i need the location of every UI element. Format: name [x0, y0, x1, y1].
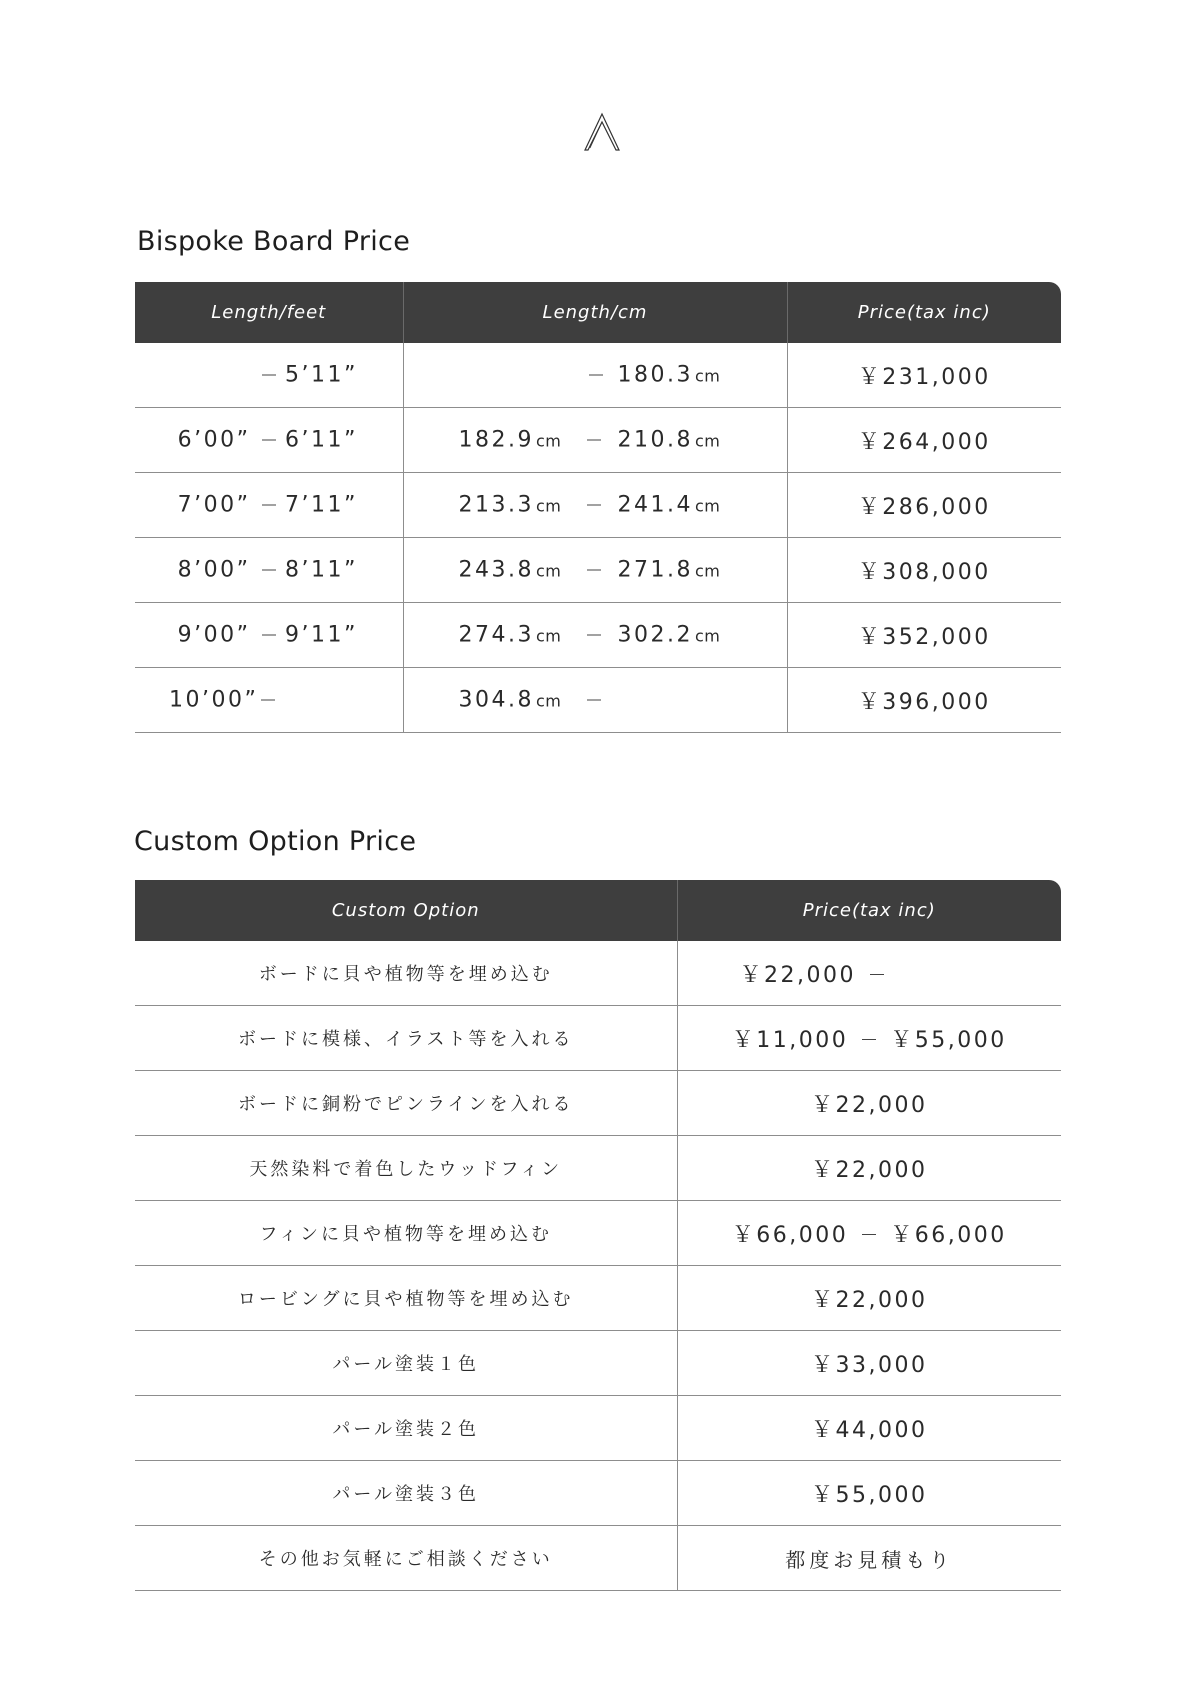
- dash-wrap: [589, 363, 603, 388]
- cm-from: [459, 428, 562, 453]
- range-dash: [587, 634, 601, 635]
- table-row: [135, 1461, 1061, 1526]
- range-dash: [862, 1234, 876, 1235]
- price-cell: ￥231,000: [787, 343, 1061, 408]
- feet-to: 9’11”: [285, 622, 358, 648]
- option-price-cell: [677, 1331, 1061, 1396]
- option-name-cell: パール塗装２色: [135, 1396, 677, 1461]
- feet-from: 10’00”: [169, 687, 259, 713]
- cell-wrap: [404, 538, 787, 602]
- cell-wrap: [135, 343, 403, 407]
- range-dash: [262, 504, 276, 505]
- cm-to-value: 271.8: [617, 557, 693, 583]
- feet-to: 7’11”: [285, 492, 358, 518]
- cell-wrap: [135, 538, 403, 602]
- dash-wrap: [587, 558, 601, 583]
- cm-from: [459, 623, 562, 648]
- length-feet-cell: [135, 538, 403, 603]
- range-dash: [870, 974, 884, 975]
- logo: [583, 112, 621, 152]
- range-dash: [587, 504, 601, 505]
- option-price-cell: [677, 1396, 1061, 1461]
- table-row: [135, 941, 1061, 1006]
- cm-from: [459, 558, 562, 583]
- option-price-cell: [677, 1461, 1061, 1526]
- dash-wrap: [587, 688, 601, 713]
- dash-wrap: [262, 623, 276, 648]
- cm-from-unit: cm: [535, 561, 562, 581]
- option-name-cell: ボードに銅粉でピンラインを入れる: [135, 1071, 677, 1136]
- option-price-cell: [677, 941, 1061, 1006]
- table-row: [135, 408, 1061, 473]
- feet-from: 7’00”: [177, 492, 251, 518]
- table-row: [135, 668, 1061, 733]
- length-feet-cell: [135, 408, 403, 473]
- length-cm-cell: [403, 668, 787, 733]
- option-name-cell: その他お気軽にご相談ください: [135, 1526, 677, 1591]
- cm-to-unit: cm: [694, 626, 721, 646]
- option-price-from: ￥22,000: [811, 1157, 928, 1183]
- range-dash: [587, 569, 601, 570]
- cm-to-unit: cm: [694, 496, 721, 516]
- header-price: Price(tax inc): [787, 282, 1061, 343]
- cm-to: [618, 493, 721, 518]
- range-dash: [589, 374, 603, 375]
- length-cm-cell: [403, 343, 787, 408]
- cm-to-unit: cm: [694, 431, 721, 451]
- option-price-cell: [677, 1006, 1061, 1071]
- option-price-to: ￥55,000: [890, 1027, 1007, 1053]
- cm-from-value: 243.8: [458, 557, 534, 583]
- option-price-to: ￥66,000: [890, 1222, 1007, 1248]
- price-cell: ￥264,000: [787, 408, 1061, 473]
- cm-to-unit: cm: [694, 561, 721, 581]
- option-name-cell: フィンに貝や植物等を埋め込む: [135, 1201, 677, 1266]
- option-price-title: Custom Option Price: [134, 826, 417, 857]
- option-name-cell: パール塗装３色: [135, 1461, 677, 1526]
- header-custom-option: Custom Option: [135, 880, 677, 941]
- cm-from-value: 213.3: [458, 492, 534, 518]
- price-cell: ￥352,000: [787, 603, 1061, 668]
- length-feet-cell: [135, 473, 403, 538]
- cm-to-value: 241.4: [617, 492, 693, 518]
- option-price-from: ￥44,000: [811, 1417, 928, 1443]
- cell-wrap: [135, 668, 403, 732]
- cell-wrap: [404, 668, 787, 732]
- dash-wrap: [587, 623, 601, 648]
- price-cell: ￥396,000: [787, 668, 1061, 733]
- cell-wrap: [135, 603, 403, 667]
- option-price-from: ￥22,000: [811, 1092, 928, 1118]
- option-price-cell: [677, 1136, 1061, 1201]
- range-dash: [262, 439, 276, 440]
- dash-wrap: [261, 688, 275, 713]
- cell-wrap: [135, 473, 403, 537]
- option-name-cell: ボードに模様、イラスト等を入れる: [135, 1006, 677, 1071]
- dash-wrap: [262, 428, 276, 453]
- cell-wrap: [404, 473, 787, 537]
- option-price-from: ￥66,000: [731, 1222, 849, 1248]
- table-row: [135, 1526, 1061, 1591]
- option-price-cell: [677, 1201, 1061, 1266]
- option-price-from: ￥22,000: [811, 1287, 928, 1313]
- option-price-from: ￥33,000: [811, 1352, 928, 1378]
- table-row: [135, 1136, 1061, 1201]
- cm-from-value: 274.3: [458, 622, 534, 648]
- feet-to: 8’11”: [285, 557, 358, 583]
- length-cm-cell: [403, 473, 787, 538]
- cell-wrap: [404, 603, 787, 667]
- range-dash: [587, 699, 601, 700]
- cm-to-unit: cm: [694, 366, 721, 386]
- table-row: [135, 473, 1061, 538]
- length-feet-cell: [135, 603, 403, 668]
- option-price-from: 都度お見積もり: [785, 1547, 954, 1572]
- option-table-header: [135, 880, 1061, 941]
- price-cell: ￥286,000: [787, 473, 1061, 538]
- cm-to: [618, 363, 721, 388]
- range-dash: [262, 569, 276, 570]
- cm-from: [459, 493, 562, 518]
- length-cm-cell: [403, 538, 787, 603]
- cm-from-value: 304.8: [458, 687, 534, 713]
- cm-from-unit: cm: [535, 626, 562, 646]
- option-name-cell: ロービングに貝や植物等を埋め込む: [135, 1266, 677, 1331]
- cm-to: [618, 623, 721, 648]
- dash-wrap: [587, 493, 601, 518]
- board-price-table: [135, 282, 1061, 733]
- cell-wrap: [404, 408, 787, 472]
- length-cm-cell: [403, 408, 787, 473]
- cm-from-unit: cm: [535, 496, 562, 516]
- length-cm-cell: [403, 603, 787, 668]
- range-dash: [261, 699, 275, 700]
- table-row: [135, 1266, 1061, 1331]
- option-price-table: [135, 880, 1061, 1591]
- range-dash: [262, 634, 276, 635]
- dash-wrap: [262, 493, 276, 518]
- cm-to-value: 302.2: [617, 622, 693, 648]
- table-row: [135, 1071, 1061, 1136]
- option-price-cell: [677, 1071, 1061, 1136]
- option-price-cell: [677, 1266, 1061, 1331]
- cm-to-value: 180.3: [617, 362, 693, 388]
- range-dash: [587, 439, 601, 440]
- range-dash: [862, 1039, 876, 1040]
- length-feet-cell: [135, 668, 403, 733]
- option-name-cell: パール塗装１色: [135, 1331, 677, 1396]
- range-dash: [262, 374, 276, 375]
- header-length-feet: Length/feet: [135, 282, 403, 343]
- length-feet-cell: [135, 343, 403, 408]
- option-name-cell: 天然染料で着色したウッドフィン: [135, 1136, 677, 1201]
- table-row: [135, 1396, 1061, 1461]
- table-row: [135, 1331, 1061, 1396]
- cm-to: [618, 558, 721, 583]
- table-row: [135, 603, 1061, 668]
- cm-to-value: 210.8: [617, 427, 693, 453]
- table-row: [135, 538, 1061, 603]
- feet-from: 8’00”: [177, 557, 251, 583]
- cell-wrap: [404, 343, 787, 407]
- cm-from-unit: cm: [535, 431, 562, 451]
- option-price-from: ￥11,000: [731, 1027, 849, 1053]
- feet-from: 6’00”: [177, 427, 251, 453]
- option-price-from: ￥55,000: [811, 1482, 928, 1508]
- cm-to: [618, 428, 721, 453]
- board-price-title: Bispoke Board Price: [137, 226, 411, 257]
- cell-wrap: [135, 408, 403, 472]
- table-row: [135, 343, 1061, 408]
- logo-mark-icon: [583, 112, 621, 152]
- cm-from-value: 182.9: [458, 427, 534, 453]
- header-option-price: Price(tax inc): [677, 880, 1061, 941]
- dash-wrap: [262, 558, 276, 583]
- option-price-cell: [677, 1526, 1061, 1591]
- dash-wrap: [262, 363, 276, 388]
- feet-from: 9’00”: [177, 622, 251, 648]
- option-name-cell: ボードに貝や植物等を埋め込む: [135, 941, 677, 1006]
- feet-to: 5’11”: [285, 362, 358, 388]
- table-row: [135, 1201, 1061, 1266]
- header-length-cm: Length/cm: [403, 282, 787, 343]
- feet-to: 6’11”: [285, 427, 358, 453]
- dash-wrap: [587, 428, 601, 453]
- board-table-header: [135, 282, 1061, 343]
- cm-from: [459, 688, 562, 713]
- option-price-from: ￥22,000: [739, 962, 856, 988]
- cm-from-unit: cm: [535, 691, 562, 711]
- price-cell: ￥308,000: [787, 538, 1061, 603]
- table-row: [135, 1006, 1061, 1071]
